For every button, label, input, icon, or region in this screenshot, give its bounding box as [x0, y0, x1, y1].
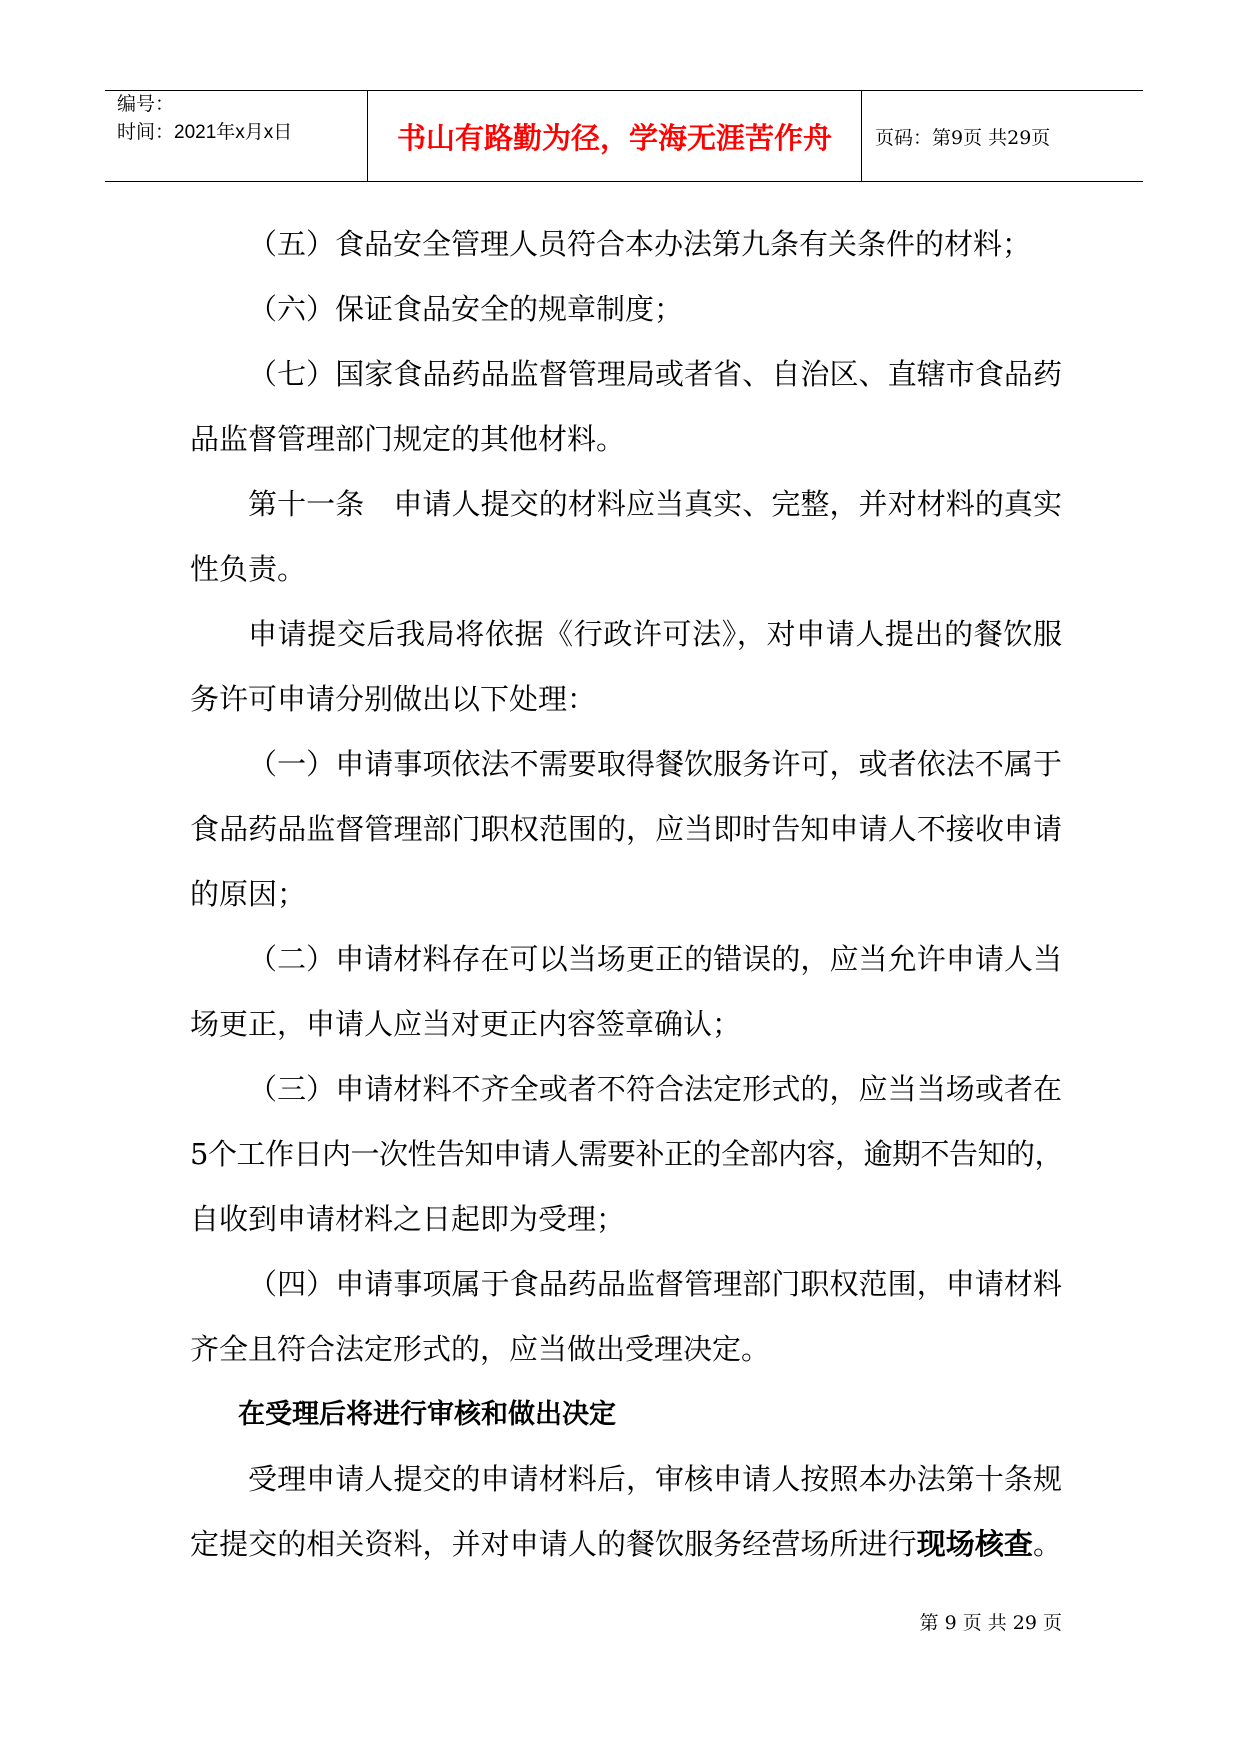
paragraph-item-6 [190, 277, 1062, 342]
paragraph-review [190, 1447, 1062, 1577]
text-line: 自收到申请材料之日起即为受理； [190, 1202, 626, 1236]
text-line: （三）申请材料不齐全或者不符合法定形式的，应当当场或者在 [248, 1072, 1062, 1106]
text-line: （七）国家食品药品监督管理局或者省、自治区、直辖市食品药 [248, 357, 1062, 391]
text-run: 定提交的相关资料，并对申请人的餐饮服务经营场所进行 [190, 1527, 917, 1561]
header-page-cell [862, 91, 1143, 181]
serial-number-label: 编号： [117, 94, 175, 115]
text-line: （六）保证食品安全的规章制度； [248, 292, 684, 326]
text-line: 食品药品监督管理部门职权范围的，应当即时告知申请人不接收申请 [190, 812, 1062, 846]
page-footer-number: 第 9 页 共 29 页 [919, 1612, 1062, 1634]
text-line: 场更正，申请人应当对更正内容签章确认； [190, 1007, 742, 1041]
text-line: 第十一条 申请人提交的材料应当真实、完整，并对材料的真实 [248, 487, 1062, 521]
header-meta-cell [105, 91, 368, 181]
text-line: （二）申请材料存在可以当场更正的错误的，应当允许申请人当 [248, 942, 1062, 976]
paragraph-processing-4 [190, 1252, 1062, 1382]
text-line: （五）食品安全管理人员符合本办法第九条有关条件的材料； [248, 227, 1032, 261]
header-motto-cell [368, 91, 862, 181]
text-line: 申请提交后我局将依据《行政许可法》，对申请人提出的餐饮服 [248, 617, 1062, 651]
text-line: （一）申请事项依法不需要取得餐饮服务许可，或者依法不属于 [248, 747, 1062, 781]
paragraph-article-11 [190, 472, 1062, 602]
text-run: 。 [1032, 1527, 1062, 1561]
text-line-with-emphasis [190, 1512, 1062, 1577]
paragraph-processing-2 [190, 927, 1062, 1057]
page-header-table [105, 90, 1143, 182]
section-heading: 在受理后将进行审核和做出决定 [238, 1399, 616, 1430]
text-line: 的原因； [190, 877, 307, 911]
text-line: 品监督管理部门规定的其他材料。 [190, 422, 626, 456]
header-page-info: 页码：第9页 共29页 [875, 126, 1051, 149]
text-line: （四）申请事项属于食品药品监督管理部门职权范围，申请材料 [248, 1267, 1062, 1301]
paragraph-item-7 [190, 342, 1062, 472]
text-line: 受理申请人提交的申请材料后，审核申请人按照本办法第十条规 [248, 1462, 1062, 1496]
motto-text: 书山有路勤为径，学海无涯苦作舟 [396, 120, 832, 155]
text-line: 齐全且符合法定形式的，应当做出受理决定。 [190, 1332, 771, 1366]
paragraph-processing-intro [190, 602, 1062, 732]
text-line: 性负责。 [190, 552, 307, 586]
text-line: 务许可申请分别做出以下处理： [190, 682, 597, 716]
text-line: 5个工作日内一次性告知申请人需要补正的全部内容，逾期不告知的， [190, 1137, 1063, 1171]
date-label: 时间：2021年x月x日 [117, 122, 293, 143]
paragraph-item-5 [190, 212, 1062, 277]
paragraph-processing-3 [190, 1057, 1062, 1252]
paragraph-processing-1 [190, 732, 1062, 927]
emphasis-text: 现场核查 [916, 1527, 1033, 1561]
document-body [190, 212, 1062, 1577]
